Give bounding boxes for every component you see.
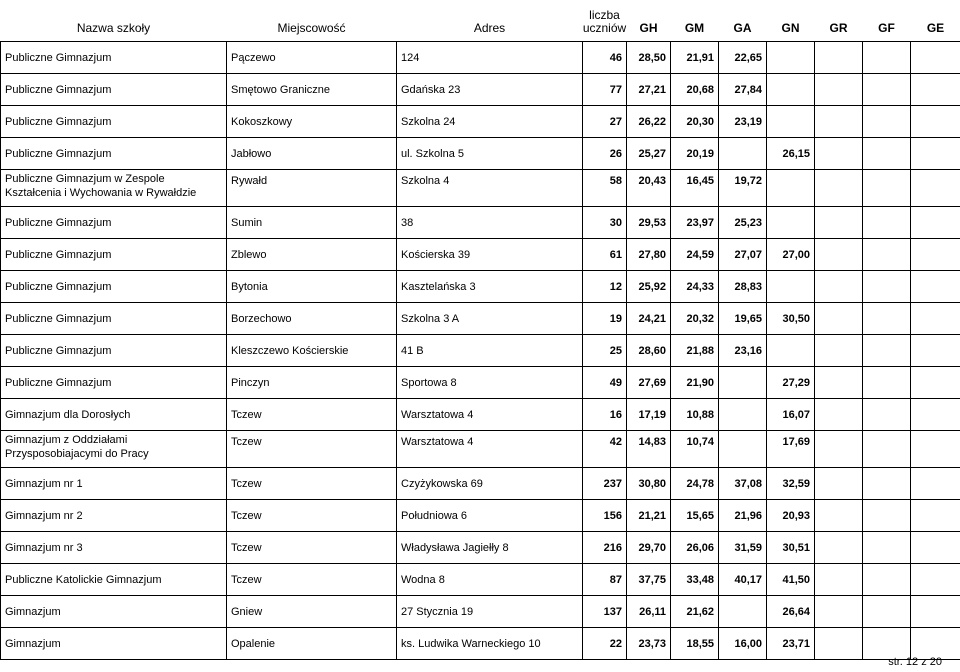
cell-gm: 21,62 bbox=[671, 596, 719, 628]
cell-gn bbox=[767, 335, 815, 367]
cell-gm: 21,91 bbox=[671, 42, 719, 74]
table-row bbox=[1, 367, 960, 399]
cell-gn: 41,50 bbox=[767, 564, 815, 596]
header-ga: GA bbox=[733, 21, 752, 35]
cell-gr bbox=[815, 42, 863, 74]
cell-school-name: Gimnazjum nr 3 bbox=[1, 532, 227, 564]
cell-address: ul. Szkolna 5 bbox=[397, 138, 583, 170]
cell-gr bbox=[815, 271, 863, 303]
cell-town: Opalenie bbox=[227, 628, 397, 660]
cell-address: 38 bbox=[397, 207, 583, 239]
cell-gn: 27,29 bbox=[767, 367, 815, 399]
header-ge: GE bbox=[926, 21, 945, 35]
table-row bbox=[1, 271, 960, 303]
header-gm: GM bbox=[684, 21, 705, 35]
cell-gn bbox=[767, 271, 815, 303]
cell-address: Kościerska 39 bbox=[397, 239, 583, 271]
cell-gr bbox=[815, 399, 863, 431]
cell-gf bbox=[863, 564, 911, 596]
cell-students: 19 bbox=[583, 303, 627, 335]
cell-school-name: Gimnazjum z Oddziałami Przysposobiajacymi do Pracy bbox=[1, 431, 227, 468]
cell-gm: 20,32 bbox=[671, 303, 719, 335]
table-row bbox=[1, 335, 960, 367]
cell-school-name: Gimnazjum bbox=[1, 628, 227, 660]
cell-gr bbox=[815, 367, 863, 399]
cell-gh: 28,50 bbox=[627, 42, 671, 74]
cell-gr bbox=[815, 596, 863, 628]
cell-gf bbox=[863, 271, 911, 303]
cell-school-name: Gimnazjum bbox=[1, 596, 227, 628]
cell-gn bbox=[767, 207, 815, 239]
cell-gm: 21,90 bbox=[671, 367, 719, 399]
cell-gr bbox=[815, 138, 863, 170]
cell-ga bbox=[719, 367, 767, 399]
table-row bbox=[1, 106, 960, 138]
cell-gn: 30,51 bbox=[767, 532, 815, 564]
cell-school-name: Publiczne Gimnazjum bbox=[1, 42, 227, 74]
header-gh: GH bbox=[639, 21, 658, 35]
cell-gr bbox=[815, 628, 863, 660]
cell-gf bbox=[863, 74, 911, 106]
header-row bbox=[1, 0, 960, 42]
cell-gh: 28,60 bbox=[627, 335, 671, 367]
page-number: str. 12 z 20 bbox=[888, 656, 942, 668]
table-row bbox=[1, 628, 960, 660]
cell-gm: 24,33 bbox=[671, 271, 719, 303]
cell-ge bbox=[911, 564, 960, 596]
cell-address: 41 B bbox=[397, 335, 583, 367]
cell-town: Gniew bbox=[227, 596, 397, 628]
cell-gm: 23,97 bbox=[671, 207, 719, 239]
cell-gr bbox=[815, 335, 863, 367]
table-row bbox=[1, 239, 960, 271]
cell-address: Wodna 8 bbox=[397, 564, 583, 596]
cell-ga: 19,65 bbox=[719, 303, 767, 335]
header-town: Miejscowość bbox=[277, 21, 346, 35]
cell-gn: 30,50 bbox=[767, 303, 815, 335]
cell-address: 27 Stycznia 19 bbox=[397, 596, 583, 628]
cell-gh: 27,80 bbox=[627, 239, 671, 271]
cell-gh: 26,22 bbox=[627, 106, 671, 138]
cell-town: Borzechowo bbox=[227, 303, 397, 335]
cell-school-name: Publiczne Gimnazjum bbox=[1, 74, 227, 106]
cell-gm: 15,65 bbox=[671, 500, 719, 532]
cell-school-name: Publiczne Katolickie Gimnazjum bbox=[1, 564, 227, 596]
cell-gn: 26,64 bbox=[767, 596, 815, 628]
cell-ga: 19,72 bbox=[719, 170, 767, 207]
cell-ga: 22,65 bbox=[719, 42, 767, 74]
cell-town: Tczew bbox=[227, 468, 397, 500]
cell-town: Kokoszkowy bbox=[227, 106, 397, 138]
cell-address: Szkolna 24 bbox=[397, 106, 583, 138]
cell-town: Zblewo bbox=[227, 239, 397, 271]
cell-gf bbox=[863, 170, 911, 207]
cell-students: 237 bbox=[583, 468, 627, 500]
cell-ge bbox=[911, 335, 960, 367]
table-row bbox=[1, 207, 960, 239]
cell-gm: 20,19 bbox=[671, 138, 719, 170]
cell-address: Władysława Jagiełły 8 bbox=[397, 532, 583, 564]
cell-address: Sportowa 8 bbox=[397, 367, 583, 399]
cell-town: Tczew bbox=[227, 500, 397, 532]
cell-ga: 28,83 bbox=[719, 271, 767, 303]
cell-gf bbox=[863, 399, 911, 431]
cell-gn: 26,15 bbox=[767, 138, 815, 170]
cell-gh: 30,80 bbox=[627, 468, 671, 500]
cell-gf bbox=[863, 431, 911, 468]
cell-gr bbox=[815, 303, 863, 335]
cell-gh: 20,43 bbox=[627, 170, 671, 207]
cell-school-name: Publiczne Gimnazjum bbox=[1, 239, 227, 271]
cell-school-name: Gimnazjum nr 1 bbox=[1, 468, 227, 500]
header-students: liczba uczniów bbox=[582, 8, 627, 35]
cell-gm: 26,06 bbox=[671, 532, 719, 564]
cell-ga: 21,96 bbox=[719, 500, 767, 532]
cell-address: ks. Ludwika Warneckiego 10 bbox=[397, 628, 583, 660]
cell-ga: 16,00 bbox=[719, 628, 767, 660]
header-gf: GF bbox=[878, 21, 895, 35]
cell-gn: 17,69 bbox=[767, 431, 815, 468]
cell-ga: 31,59 bbox=[719, 532, 767, 564]
table-row bbox=[1, 303, 960, 335]
table-row bbox=[1, 564, 960, 596]
cell-gh: 26,11 bbox=[627, 596, 671, 628]
cell-gh: 29,70 bbox=[627, 532, 671, 564]
cell-ge bbox=[911, 500, 960, 532]
cell-address: Czyżykowska 69 bbox=[397, 468, 583, 500]
cell-students: 12 bbox=[583, 271, 627, 303]
cell-ge bbox=[911, 239, 960, 271]
cell-gn bbox=[767, 42, 815, 74]
cell-gr bbox=[815, 431, 863, 468]
cell-gf bbox=[863, 335, 911, 367]
cell-gf bbox=[863, 628, 911, 660]
cell-town: Tczew bbox=[227, 564, 397, 596]
table-row bbox=[1, 170, 960, 207]
header-gn: GN bbox=[781, 21, 800, 35]
table-row bbox=[1, 399, 960, 431]
cell-students: 216 bbox=[583, 532, 627, 564]
cell-gf bbox=[863, 207, 911, 239]
cell-ge bbox=[911, 367, 960, 399]
table-row bbox=[1, 42, 960, 74]
cell-students: 16 bbox=[583, 399, 627, 431]
cell-ga: 27,07 bbox=[719, 239, 767, 271]
cell-gr bbox=[815, 468, 863, 500]
cell-gf bbox=[863, 42, 911, 74]
cell-ga: 23,19 bbox=[719, 106, 767, 138]
cell-gf bbox=[863, 239, 911, 271]
cell-school-name: Publiczne Gimnazjum bbox=[1, 138, 227, 170]
cell-students: 26 bbox=[583, 138, 627, 170]
cell-address: Szkolna 3 A bbox=[397, 303, 583, 335]
cell-students: 156 bbox=[583, 500, 627, 532]
cell-address: 124 bbox=[397, 42, 583, 74]
table-row bbox=[1, 532, 960, 564]
table-row bbox=[1, 431, 960, 468]
cell-address: Warsztatowa 4 bbox=[397, 399, 583, 431]
cell-gf bbox=[863, 596, 911, 628]
header-gr: GR bbox=[829, 21, 848, 35]
cell-town: Tczew bbox=[227, 532, 397, 564]
cell-students: 137 bbox=[583, 596, 627, 628]
cell-gn: 27,00 bbox=[767, 239, 815, 271]
cell-ga bbox=[719, 596, 767, 628]
cell-students: 87 bbox=[583, 564, 627, 596]
cell-gf bbox=[863, 532, 911, 564]
cell-gm: 20,68 bbox=[671, 74, 719, 106]
cell-ge bbox=[911, 106, 960, 138]
header-school-name: Nazwa szkoły bbox=[76, 21, 151, 35]
cell-gm: 10,74 bbox=[671, 431, 719, 468]
cell-town: Jabłowo bbox=[227, 138, 397, 170]
cell-ge bbox=[911, 468, 960, 500]
cell-ga bbox=[719, 138, 767, 170]
cell-gh: 29,53 bbox=[627, 207, 671, 239]
cell-gf bbox=[863, 500, 911, 532]
cell-ge bbox=[911, 532, 960, 564]
cell-gh: 37,75 bbox=[627, 564, 671, 596]
cell-school-name: Gimnazjum nr 2 bbox=[1, 500, 227, 532]
cell-school-name: Publiczne Gimnazjum bbox=[1, 106, 227, 138]
cell-gn bbox=[767, 74, 815, 106]
cell-ge bbox=[911, 303, 960, 335]
cell-ga: 40,17 bbox=[719, 564, 767, 596]
cell-gh: 25,27 bbox=[627, 138, 671, 170]
cell-gr bbox=[815, 239, 863, 271]
table-row bbox=[1, 468, 960, 500]
cell-gn bbox=[767, 170, 815, 207]
cell-students: 77 bbox=[583, 74, 627, 106]
cell-gm: 20,30 bbox=[671, 106, 719, 138]
cell-students: 58 bbox=[583, 170, 627, 207]
cell-gh: 21,21 bbox=[627, 500, 671, 532]
table-row bbox=[1, 500, 960, 532]
cell-gr bbox=[815, 106, 863, 138]
cell-school-name: Publiczne Gimnazjum bbox=[1, 271, 227, 303]
cell-gh: 14,83 bbox=[627, 431, 671, 468]
cell-school-name: Publiczne Gimnazjum bbox=[1, 207, 227, 239]
cell-gm: 21,88 bbox=[671, 335, 719, 367]
cell-gr bbox=[815, 532, 863, 564]
cell-students: 22 bbox=[583, 628, 627, 660]
cell-gh: 25,92 bbox=[627, 271, 671, 303]
cell-ga: 25,23 bbox=[719, 207, 767, 239]
cell-gh: 17,19 bbox=[627, 399, 671, 431]
cell-address: Kasztelańska 3 bbox=[397, 271, 583, 303]
cell-town: Tczew bbox=[227, 431, 397, 468]
cell-school-name: Publiczne Gimnazjum w Zespole Kształcenia i Wychowania w Rywałdzie bbox=[1, 170, 227, 207]
cell-ge bbox=[911, 399, 960, 431]
cell-gm: 16,45 bbox=[671, 170, 719, 207]
cell-gr bbox=[815, 207, 863, 239]
cell-students: 42 bbox=[583, 431, 627, 468]
cell-town: Kleszczewo Kościerskie bbox=[227, 335, 397, 367]
cell-school-name: Publiczne Gimnazjum bbox=[1, 335, 227, 367]
table-row bbox=[1, 138, 960, 170]
cell-ga: 37,08 bbox=[719, 468, 767, 500]
cell-ge bbox=[911, 42, 960, 74]
cell-gn: 23,71 bbox=[767, 628, 815, 660]
cell-gr bbox=[815, 500, 863, 532]
cell-school-name: Publiczne Gimnazjum bbox=[1, 303, 227, 335]
cell-ga bbox=[719, 399, 767, 431]
table-row bbox=[1, 74, 960, 106]
cell-town: Tczew bbox=[227, 399, 397, 431]
cell-ga: 27,84 bbox=[719, 74, 767, 106]
cell-address: Warsztatowa 4 bbox=[397, 431, 583, 468]
header-address: Adres bbox=[473, 21, 506, 35]
cell-gn bbox=[767, 106, 815, 138]
cell-students: 61 bbox=[583, 239, 627, 271]
cell-gm: 24,59 bbox=[671, 239, 719, 271]
cell-students: 30 bbox=[583, 207, 627, 239]
cell-gn: 16,07 bbox=[767, 399, 815, 431]
cell-ge bbox=[911, 207, 960, 239]
cell-ge bbox=[911, 596, 960, 628]
cell-address: Szkolna 4 bbox=[397, 170, 583, 207]
cell-town: Bytonia bbox=[227, 271, 397, 303]
cell-town: Smętowo Graniczne bbox=[227, 74, 397, 106]
cell-town: Rywałd bbox=[227, 170, 397, 207]
table-row bbox=[1, 596, 960, 628]
cell-school-name: Publiczne Gimnazjum bbox=[1, 367, 227, 399]
cell-gr bbox=[815, 74, 863, 106]
cell-students: 27 bbox=[583, 106, 627, 138]
cell-town: Sumin bbox=[227, 207, 397, 239]
cell-ge bbox=[911, 628, 960, 660]
cell-gh: 27,21 bbox=[627, 74, 671, 106]
cell-students: 25 bbox=[583, 335, 627, 367]
cell-gm: 33,48 bbox=[671, 564, 719, 596]
cell-ge bbox=[911, 74, 960, 106]
cell-ga bbox=[719, 431, 767, 468]
cell-ge bbox=[911, 271, 960, 303]
cell-address: Gdańska 23 bbox=[397, 74, 583, 106]
cell-ge bbox=[911, 170, 960, 207]
cell-ga: 23,16 bbox=[719, 335, 767, 367]
cell-gn: 20,93 bbox=[767, 500, 815, 532]
cell-gr bbox=[815, 170, 863, 207]
cell-gf bbox=[863, 106, 911, 138]
cell-students: 49 bbox=[583, 367, 627, 399]
cell-gf bbox=[863, 138, 911, 170]
cell-gm: 10,88 bbox=[671, 399, 719, 431]
cell-gf bbox=[863, 303, 911, 335]
cell-gn: 32,59 bbox=[767, 468, 815, 500]
cell-ge bbox=[911, 431, 960, 468]
cell-town: Pączewo bbox=[227, 42, 397, 74]
cell-gr bbox=[815, 564, 863, 596]
cell-gm: 18,55 bbox=[671, 628, 719, 660]
cell-school-name: Gimnazjum dla Dorosłych bbox=[1, 399, 227, 431]
cell-students: 46 bbox=[583, 42, 627, 74]
cell-gf bbox=[863, 367, 911, 399]
cell-town: Pinczyn bbox=[227, 367, 397, 399]
cell-gh: 24,21 bbox=[627, 303, 671, 335]
cell-address: Południowa 6 bbox=[397, 500, 583, 532]
cell-gm: 24,78 bbox=[671, 468, 719, 500]
cell-gf bbox=[863, 468, 911, 500]
cell-gh: 27,69 bbox=[627, 367, 671, 399]
cell-gh: 23,73 bbox=[627, 628, 671, 660]
cell-ge bbox=[911, 138, 960, 170]
